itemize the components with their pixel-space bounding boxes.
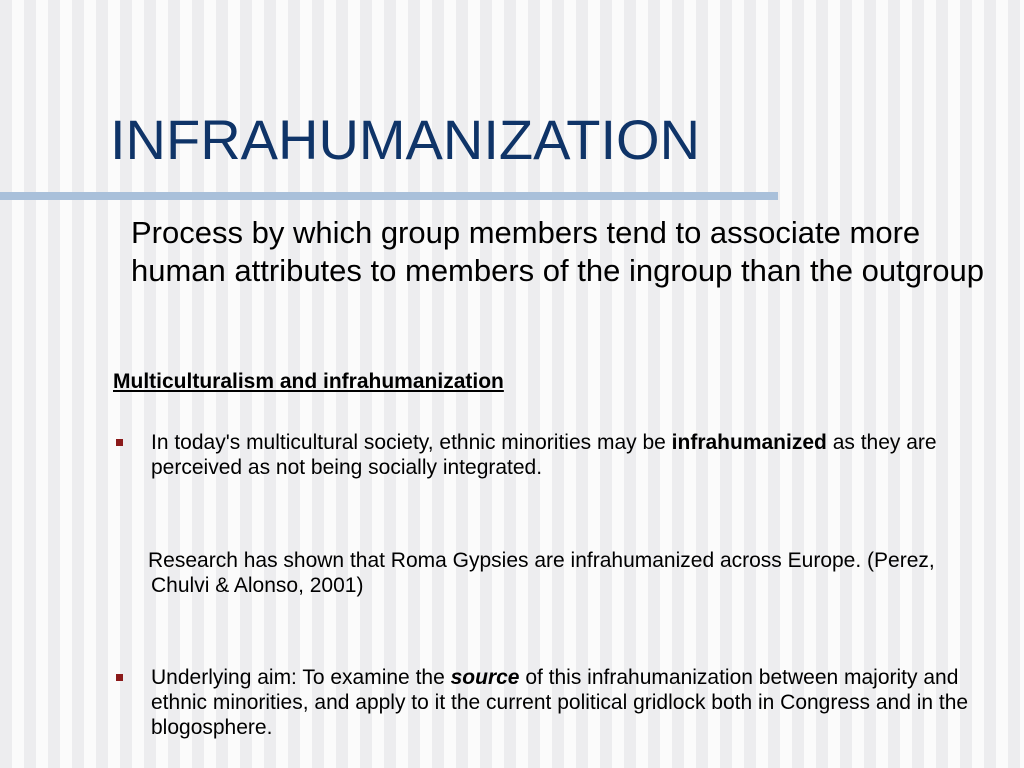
bullet-text-start: In today's multicultural society, ethnic minorities may be [151, 431, 672, 454]
bullet-text [151, 665, 992, 740]
bullet-item-2 [112, 665, 992, 740]
bullet-text-end: of this infrahumanization between majority and ethnic minorities, and apply to it the current political gridlock both in Congress and in the blogosphere. [151, 666, 969, 739]
square-bullet-icon [116, 439, 123, 446]
square-bullet-icon [116, 674, 123, 681]
title-underline-bar [0, 192, 778, 200]
bullet-text-end: as they are perceived as not being socially integrated. [151, 431, 937, 479]
bullet-emphasis: source [450, 666, 520, 689]
section-heading: Multiculturalism and infrahumanization [113, 370, 504, 393]
research-paragraph: Research has shown that Roma Gypsies are infrahumanized across Europe. (Perez, Chulvi & Alonso, 2001) [148, 549, 935, 597]
bullet-text [151, 430, 992, 480]
definition-text: Process by which group members tend to associate more human attributes to members of the ingroup than the outgroup [131, 215, 985, 288]
slide-title: INFRAHUMANIZATION [110, 108, 701, 171]
bullet-emphasis: infrahumanized [671, 431, 827, 454]
bullet-item-1 [112, 430, 992, 480]
bullet-text-start: Underlying aim: To examine the [151, 666, 451, 689]
